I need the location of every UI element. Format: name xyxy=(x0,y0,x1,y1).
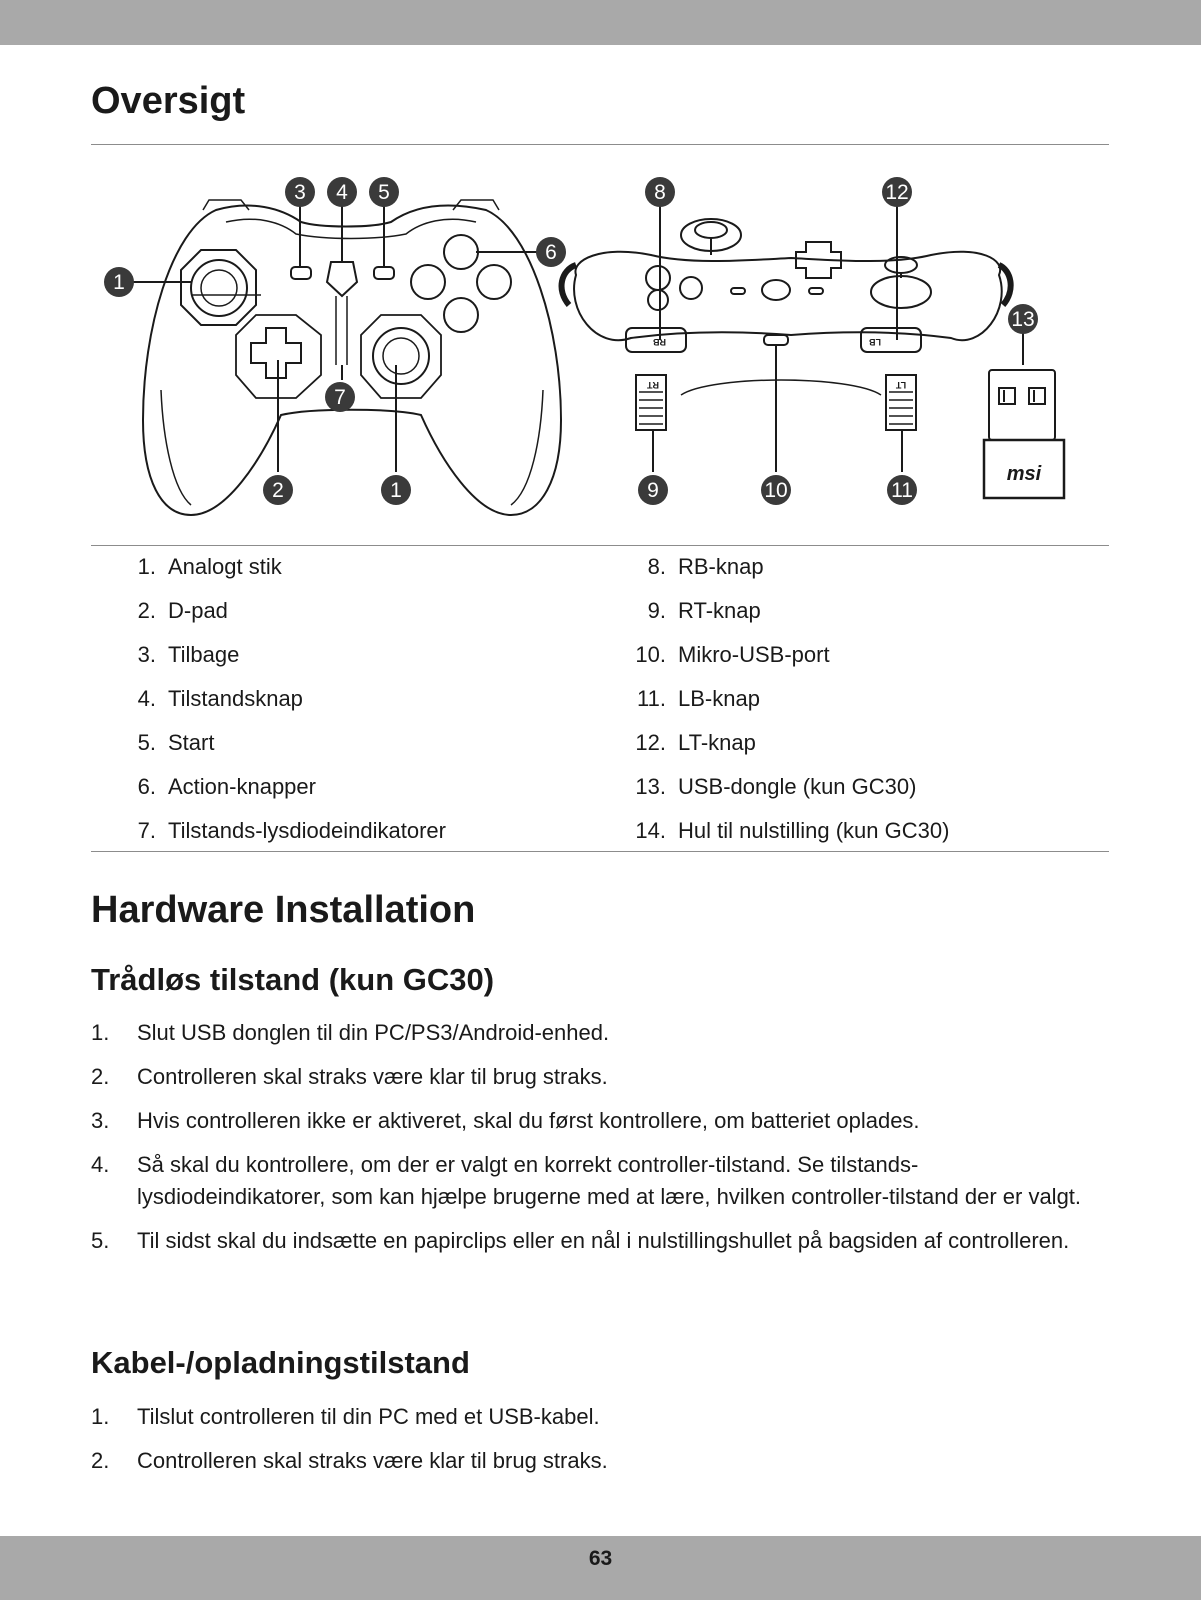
legend-label: Tilstandsknap xyxy=(168,686,303,711)
step-number: 3. xyxy=(91,1108,110,1133)
step-text: Hvis controlleren ikke er aktiveret, skal du først kontrollere, om batteriet oplades. xyxy=(137,1108,920,1133)
legend-label: USB-dongle (kun GC30) xyxy=(678,774,917,799)
section-title: Oversigt xyxy=(91,80,246,122)
wireless-steps xyxy=(91,1017,1091,1269)
cable-steps xyxy=(91,1401,1091,1489)
callout-badge xyxy=(285,177,315,207)
callout-number: 10 xyxy=(764,479,788,502)
usb-dongle-illustration xyxy=(984,370,1064,498)
lt-label: LT xyxy=(895,380,907,390)
msi-logo: msi xyxy=(1006,463,1042,485)
legend-bottom-rule xyxy=(91,851,1109,852)
top-band xyxy=(0,0,1201,45)
controller-front-illustration xyxy=(131,200,561,515)
wireless-title: Trådløs tilstand (kun GC30) xyxy=(91,962,495,997)
step-text: Tilslut controlleren til din PC med et USB-kabel. xyxy=(137,1404,600,1429)
legend-number: 6. xyxy=(137,774,156,799)
legend-number: 12. xyxy=(635,730,666,755)
legend-top-rule xyxy=(91,545,1109,546)
legend-number: 11. xyxy=(637,686,666,711)
callout-badge xyxy=(1008,304,1038,334)
legend-label: RB-knap xyxy=(678,554,764,579)
step-text: Slut USB donglen til din PC/PS3/Android-enhed. xyxy=(137,1020,610,1045)
rb-label: RB xyxy=(653,337,666,347)
step-text: Controlleren skal straks være klar til brug straks. xyxy=(137,1064,608,1089)
callout-badge xyxy=(369,177,399,207)
controller-top-illustration xyxy=(562,204,1023,472)
callout-badge xyxy=(381,475,411,505)
callout-badge xyxy=(887,475,917,505)
callout-badge xyxy=(761,475,791,505)
legend-number: 1. xyxy=(137,554,156,579)
legend-number: 7. xyxy=(137,818,156,843)
legend-number: 14. xyxy=(635,818,666,843)
step-item xyxy=(91,1061,1091,1093)
callout-number: 11 xyxy=(891,479,913,502)
step-item xyxy=(91,1401,1091,1433)
legend-label: Tilstands-lysdiodeindikatorer xyxy=(168,818,446,843)
step-number: 5. xyxy=(91,1228,110,1253)
legend-label: D-pad xyxy=(168,598,228,623)
callout-badge xyxy=(882,177,912,207)
callout-number: 9 xyxy=(647,479,659,502)
callout-badge xyxy=(645,177,675,207)
step-text: Controlleren skal straks være klar til brug straks. xyxy=(137,1448,608,1473)
legend-label: LT-knap xyxy=(678,730,756,755)
callout-number: 4 xyxy=(336,181,348,204)
step-text: Til sidst skal du indsætte en papirclips eller en nål i nulstillingshullet på bagsiden af controlleren. xyxy=(137,1228,1070,1253)
rt-label: RT xyxy=(647,380,659,390)
legend-number: 9. xyxy=(647,598,666,623)
step-item xyxy=(91,1105,1091,1137)
callout-badge xyxy=(638,475,668,505)
hardware-title: Hardware Installation xyxy=(91,889,476,931)
callout-number: 2 xyxy=(272,479,284,502)
step-item xyxy=(91,1149,1091,1213)
legend-label: LB-knap xyxy=(678,686,760,711)
legend-number: 8. xyxy=(647,554,666,579)
step-number: 2. xyxy=(91,1064,110,1089)
legend-label: Analogt stik xyxy=(168,554,282,579)
callout-badge xyxy=(263,475,293,505)
legend-number: 13. xyxy=(635,774,666,799)
callout-number: 12 xyxy=(885,181,909,204)
callout-number: 8 xyxy=(654,181,666,204)
step-text: Så skal du kontrollere, om der er valgt en korrekt controller-tilstand. Se tilstands-lysdiodeindikatorer, som kan hjælpe brugerne med at lære, hvilken controller-tilstand der er valgt. xyxy=(137,1152,1082,1209)
legend-label: Mikro-USB-port xyxy=(678,642,830,667)
callout-number: 1 xyxy=(113,271,125,294)
step-number: 1. xyxy=(91,1404,110,1429)
legend-number: 10. xyxy=(635,642,666,667)
legend-label: RT-knap xyxy=(678,598,761,623)
legend-number: 2. xyxy=(137,598,156,623)
callout-number: 3 xyxy=(294,181,306,204)
step-number: 4. xyxy=(91,1152,110,1177)
callout-badge xyxy=(536,237,566,267)
legend-label: Action-knapper xyxy=(168,774,316,799)
callout-badge xyxy=(325,382,355,412)
legend-number: 5. xyxy=(137,730,156,755)
controller-diagram xyxy=(91,160,1109,535)
legend-number: 4. xyxy=(137,686,156,711)
page-number: 63 xyxy=(588,1547,613,1570)
step-number: 1. xyxy=(91,1020,110,1045)
callout-number: 6 xyxy=(545,241,557,264)
legend-label: Start xyxy=(168,730,215,755)
legend-label: Hul til nulstilling (kun GC30) xyxy=(678,818,950,843)
callout-number: 5 xyxy=(378,181,390,204)
callout-badge xyxy=(104,267,134,297)
callout-number: 13 xyxy=(1011,308,1035,331)
callout-number: 1 xyxy=(390,479,402,502)
legend-label: Tilbage xyxy=(168,642,240,667)
callout-badge xyxy=(327,177,357,207)
callout-number: 7 xyxy=(334,386,346,409)
title-rule xyxy=(91,144,1109,145)
step-item xyxy=(91,1445,1091,1477)
lb-label: LB xyxy=(869,337,881,347)
step-number: 2. xyxy=(91,1448,110,1473)
legend-number: 3. xyxy=(137,642,156,667)
step-item xyxy=(91,1225,1091,1257)
step-item xyxy=(91,1017,1091,1049)
cable-title: Kabel-/opladningstilstand xyxy=(91,1345,470,1380)
